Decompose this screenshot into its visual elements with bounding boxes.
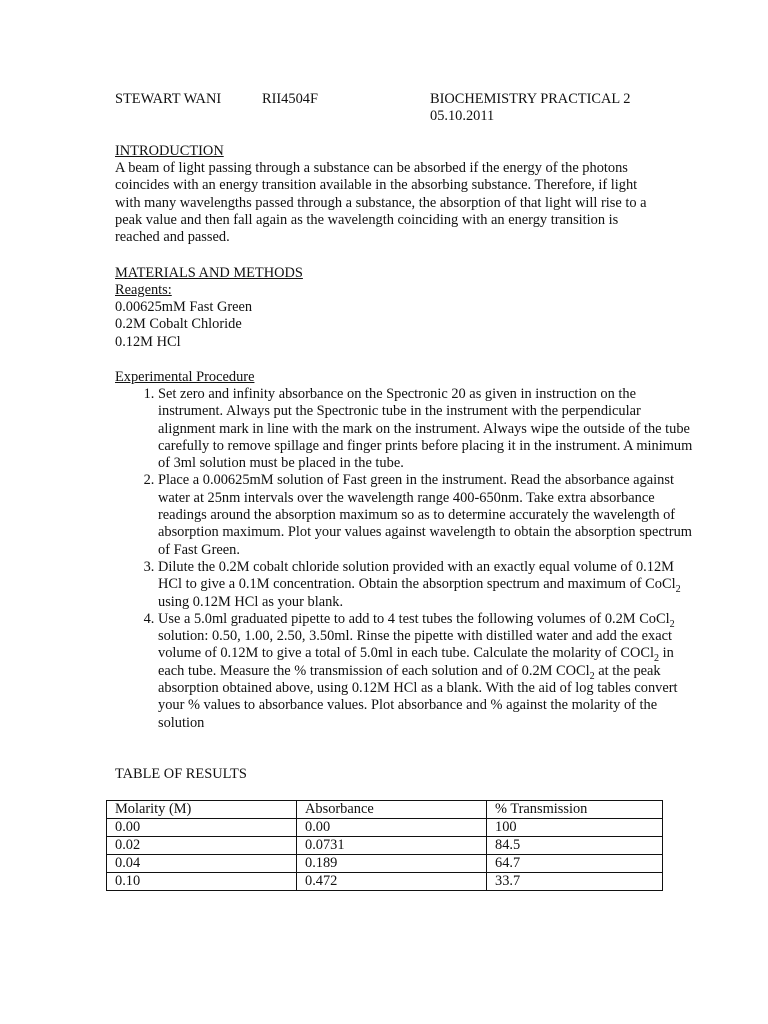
report-date: 05.10.2011: [430, 108, 495, 124]
procedure-steps: [115, 386, 698, 732]
step-text: Use a 5.0ml graduated pipette to add to 4 test tubes the following volumes of 0.2M CoCl: [158, 610, 670, 627]
table-cell: 0.10: [107, 873, 297, 891]
procedure-step-2: [158, 472, 698, 558]
procedure-step-1: [158, 386, 698, 472]
reagent-item: 0.00625mM Fast Green: [115, 299, 253, 315]
step-text: Set zero and infinity absorbance on the Spectronic 20 as given in instruction on the instrument. Always put the Spectronic tube in the instrument with the perpendicular alignment mark in line with the mark on the instrument. Always wipe the outside of the tube carefully to remove spillage and finger prints before placing it in the instrument. A minimum of 3ml solution must be placed in the tube.: [158, 386, 693, 472]
introduction-text: A beam of light passing through a substance can be absorbed if the energy of the photons coincides with an energy transition available in the absorbing substance. Therefore, if light with many wavelengths passed through a substance, the absorption of that light will rise to a peak value and then fall again as the wavelength coinciding with an energy transition is reached and passed.: [115, 160, 647, 246]
step-text: Dilute the 0.2M cobalt chloride solution provided with an exactly equal volume of 0.12M HCl to give a 0.1M concentration. Obtain the absorption spectrum and maximum of CoCl: [158, 558, 676, 593]
results-heading: TABLE OF RESULTS: [115, 766, 247, 782]
subscript: 2: [589, 670, 595, 682]
introduction-heading: INTRODUCTION: [115, 143, 224, 159]
table-cell: 0.02: [107, 837, 297, 855]
student-id: RII4504F: [262, 91, 318, 107]
column-header: Absorbance: [297, 801, 487, 819]
table-cell: 100: [487, 819, 663, 837]
table-cell: 0.189: [297, 855, 487, 873]
reagents-heading: Reagents:: [115, 282, 172, 298]
results-table: [106, 800, 663, 891]
student-name: STEWART WANI: [115, 91, 222, 107]
procedure-step-3: [158, 559, 698, 611]
materials-heading: MATERIALS AND METHODS: [115, 265, 303, 281]
reagent-item: 0.12M HCl: [115, 334, 181, 350]
step-text: at the peak absorption obtained above, using 0.12M HCl as a blank. With the aid of log tables convert your % values to absorbance values. Plot absorbance and % against the molarity of the solution: [158, 662, 678, 731]
course-title: BIOCHEMISTRY PRACTICAL 2: [430, 91, 631, 107]
subscript: 2: [653, 653, 660, 665]
table-cell: 0.04: [107, 855, 297, 873]
step-text: in each tube. Measure the % transmission of each solution and of 0.2M COCl: [158, 645, 674, 679]
table-row: [107, 873, 663, 891]
procedure-step-4: [158, 611, 698, 732]
table-row: [107, 819, 663, 837]
step-text: using 0.12M HCl as your blank.: [158, 593, 344, 610]
table-cell: 33.7: [487, 873, 663, 891]
table-header-row: [107, 801, 663, 819]
step-text: Place a 0.00625mM solution of Fast green in the instrument. Read the absorbance against water at 25nm intervals over the wavelength range 400-650nm. Take extra absorbance readings around the absorption maximum so as to determine accurately the wavelength of absorption maximum. Plot your values against wavelength to obtain the absorption spectrum of Fast Green.: [158, 472, 692, 558]
table-row: [107, 855, 663, 873]
table-cell: 0.0731: [297, 837, 487, 855]
step-text: solution: 0.50, 1.00, 2.50, 3.50ml. Rinse the pipette with distilled water and add the exact volume of 0.12M to give a total of 5.0ml in each tube. Calculate the molarity of COCl: [158, 628, 672, 662]
subscript: 2: [675, 584, 681, 596]
reagent-item: 0.2M Cobalt Chloride: [115, 316, 242, 332]
table-cell: 0.472: [297, 873, 487, 891]
table-cell: 84.5: [487, 837, 663, 855]
column-header: Molarity (M): [107, 801, 297, 819]
table-row: [107, 837, 663, 855]
procedure-heading: Experimental Procedure: [115, 369, 255, 385]
table-cell: 0.00: [297, 819, 487, 837]
table-cell: 0.00: [107, 819, 297, 837]
table-cell: 64.7: [487, 855, 663, 873]
subscript: 2: [669, 618, 675, 630]
column-header: % Transmission: [487, 801, 663, 819]
